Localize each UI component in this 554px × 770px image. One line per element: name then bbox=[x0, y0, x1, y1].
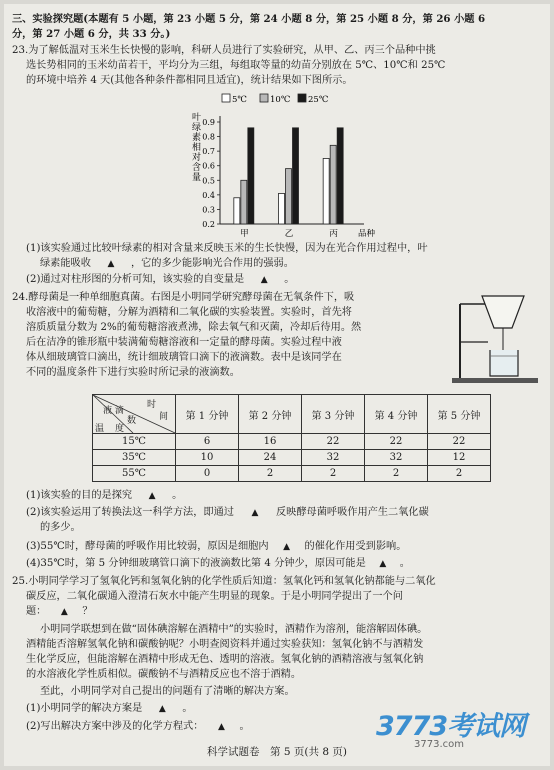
bar bbox=[234, 198, 240, 224]
bar bbox=[241, 180, 247, 224]
y-tick-label: 0.6 bbox=[202, 161, 215, 171]
y-tick-label: 0.2 bbox=[202, 220, 215, 229]
q25-line-4: 小明同学联想到在做“固体碘溶解在酒精中”的实验时，酒精作为溶剂，能溶解固体碘。 bbox=[40, 624, 428, 635]
q24-line-2: 收溶液中的葡萄糖，分解为酒精和二氧化碳的实验装置。实验时，首先将 bbox=[26, 307, 352, 318]
answer-blank[interactable]: ▲ bbox=[148, 491, 156, 501]
table-header: 第 1 分钟 bbox=[176, 395, 239, 434]
q24-line-3: 溶质质量分数为 2%的葡萄糖溶液煮沸，除去氧气和灭菌，冷却后待用。然 bbox=[26, 322, 362, 333]
section-header-cont: 分，第 27 小题 6 分，共 33 分。) bbox=[12, 28, 171, 40]
chart-bars bbox=[234, 128, 343, 224]
q25-line-6: 生化学反应，但能溶解在酒精中形成无色、透明的溶液。氢氧化钠的酒精溶液与氢氧化钠 bbox=[26, 654, 424, 665]
y-axis-label-char: 叶 bbox=[192, 113, 202, 123]
yeast-apparatus-figure bbox=[452, 290, 542, 386]
x-tick-label: 甲 bbox=[240, 229, 249, 239]
y-axis-label-char: 绿 bbox=[192, 123, 202, 133]
y-axis-label-char: 素 bbox=[192, 133, 202, 143]
q25-line-2: 碳反应，二氧化碳通入澄清石灰水中能产生明显的现象。于是小明同学提出了一个问 bbox=[26, 591, 403, 602]
table-header: 第 3 分钟 bbox=[302, 395, 365, 434]
chart-legend bbox=[222, 94, 328, 105]
y-axis-label-char: 对 bbox=[192, 153, 202, 163]
q25-line-3: 题： ▲ ？ bbox=[26, 606, 93, 617]
bar bbox=[248, 128, 254, 224]
q25-line-8: 至此，小明同学对自己提出的问题有了清晰的解决方案。 bbox=[40, 686, 295, 697]
y-tick-label: 0.3 bbox=[202, 205, 215, 215]
answer-blank[interactable]: ▲ bbox=[107, 259, 115, 269]
q24-line-1: 24.酵母菌是一种单细胞真菌。右图是小明同学研究酵母菌在无氧条件下，吸 bbox=[12, 292, 355, 303]
table-header: 第 5 分钟 bbox=[428, 395, 491, 434]
answer-blank[interactable]: ▲ bbox=[379, 559, 387, 569]
page-footer: 科学试题卷 第 5 页(共 8 页) bbox=[207, 746, 347, 758]
answer-blank[interactable]: ▲ bbox=[260, 275, 268, 285]
y-tick-label: 0.8 bbox=[202, 132, 215, 142]
q24-line-5: 体从细玻璃管口滴出，统计细玻璃管口滴下的液滴数。表中是该同学在 bbox=[26, 352, 342, 363]
legend-label: 25℃ bbox=[308, 95, 329, 105]
y-axis-label bbox=[192, 111, 201, 183]
q23-line-3: 的环境中培养 4 天(其他各种条件都相同且适宜)，统计结果如下图所示。 bbox=[26, 75, 353, 86]
table-corner-cell: 时 间 液 滴 数 温 度 bbox=[93, 395, 176, 434]
table-header: 第 4 分钟 bbox=[365, 395, 428, 434]
q24-line-4: 后在洁净的锥形瓶中装满葡萄糖溶液和一定量的酵母菌。实验过程中液 bbox=[26, 337, 342, 348]
q24-sub2-cont: 的多少。 bbox=[40, 522, 81, 533]
y-axis-label-char: 量 bbox=[192, 173, 202, 183]
legend-swatch bbox=[222, 94, 230, 102]
exam-page bbox=[4, 4, 550, 766]
q25-sub1: (1)小明同学的解决方案是 ▲ 。 bbox=[26, 703, 193, 714]
q23-line-2: 选长势相同的玉米幼苗若干，平均分为三组，每组取等量的幼苗分别放在 5℃、10℃和 25℃ bbox=[26, 60, 446, 71]
y-tick-label: 0.9 bbox=[202, 118, 215, 127]
answer-blank[interactable]: ▲ bbox=[217, 722, 225, 732]
q25-sub2: (2)写出解决方案中涉及的化学方程式： ▲ 。 bbox=[26, 721, 250, 732]
y-axis-label-char: 含 bbox=[192, 163, 202, 173]
bar bbox=[279, 193, 285, 224]
legend-swatch bbox=[298, 94, 306, 102]
y-tick-label: 0.5 bbox=[202, 176, 215, 186]
bar bbox=[293, 128, 299, 224]
table-header: 第 2 分钟 bbox=[239, 395, 302, 434]
q23-line-1: 23.为了解低温对玉米生长快慢的影响，科研人员进行了实验研究，从甲、乙、丙三个品种中挑 bbox=[12, 45, 436, 56]
y-axis-label-char: 相 bbox=[192, 143, 202, 153]
y-tick-label: 0.4 bbox=[202, 190, 215, 200]
legend-swatch bbox=[260, 94, 268, 102]
y-tick-label: 0.7 bbox=[202, 147, 215, 157]
q23-sub1: (1)该实验通过比较叶绿素的相对含量来反映玉米的生长快慢，因为在光合作用过程中，叶 bbox=[26, 243, 428, 254]
table-row: 35℃ 10 24 32 32 12 bbox=[93, 450, 491, 466]
site-watermark-logo: 3773考试网 bbox=[376, 711, 526, 742]
bar-chart bbox=[184, 90, 424, 246]
q23-sub1-b: 绿素能吸收 ▲ ，它的多少能影响光合作用的强弱。 bbox=[40, 258, 294, 269]
x-axis-label: 品种 bbox=[358, 229, 376, 239]
q25-line-1: 25.小明同学学习了氢氧化钙和氢氧化钠的化学性质后知道：氢氧化钙和氢氧化钠都能与二氧化 bbox=[12, 576, 436, 587]
q25-line-7: 的水溶液化学性质相似。碳酸钠不与酒精反应也不溶于酒精。 bbox=[26, 669, 302, 680]
section-header: 三、实验探究题(本题有 5 小题，第 23 小题 5 分，第 24 小题 8 分，第 25 小题 8 分，第 26 小题 6 bbox=[12, 13, 486, 25]
answer-blank[interactable]: ▲ bbox=[251, 508, 259, 518]
answer-blank[interactable]: ▲ bbox=[283, 542, 290, 552]
bar bbox=[323, 158, 329, 224]
q23-sub2: (2)通过对柱形图的分析可知，该实验的自变量是 ▲ 。 bbox=[26, 274, 295, 285]
answer-blank[interactable]: ▲ bbox=[158, 704, 166, 714]
x-tick-label: 丙 bbox=[329, 229, 338, 239]
q25-line-5: 酒精能否溶解氢氧化钠和碳酸钠呢？小明查阅资料并通过实验获知：氢氧化钠不与酒精发 bbox=[26, 639, 424, 650]
q24-sub3: (3)55℃时，酵母菌的呼吸作用比较弱，原因是细胞内 ▲ 的催化作用受到影响。 bbox=[26, 541, 407, 552]
bar bbox=[330, 145, 336, 224]
q24-sub4: (4)35℃时，第 5 分钟细玻璃管口滴下的液滴数比第 4 分钟少，原因可能是 ▲ 。 bbox=[26, 558, 410, 569]
drop-count-table bbox=[92, 394, 491, 482]
x-tick-label: 乙 bbox=[284, 229, 294, 239]
q24-sub1: (1)该实验的目的是探究 ▲ 。 bbox=[26, 490, 183, 501]
table-row: 55℃ 0 2 2 2 2 bbox=[93, 466, 491, 482]
q24-line-6: 不同的温度条件下进行实验时所记录的液滴数。 bbox=[26, 367, 240, 378]
answer-blank[interactable]: ▲ bbox=[60, 607, 68, 617]
legend-label: 10℃ bbox=[270, 95, 291, 105]
site-watermark-url: 3773.com bbox=[414, 739, 464, 750]
bar bbox=[337, 128, 343, 224]
legend-label: 5℃ bbox=[232, 95, 247, 105]
table-row: 15℃ 6 16 22 22 22 bbox=[93, 434, 491, 450]
bar bbox=[286, 169, 292, 224]
q24-sub2: (2)该实验运用了转换法这一科学方法，即通过 ▲ 反映酵母菌呼吸作用产生二氧化碳 bbox=[26, 507, 429, 518]
